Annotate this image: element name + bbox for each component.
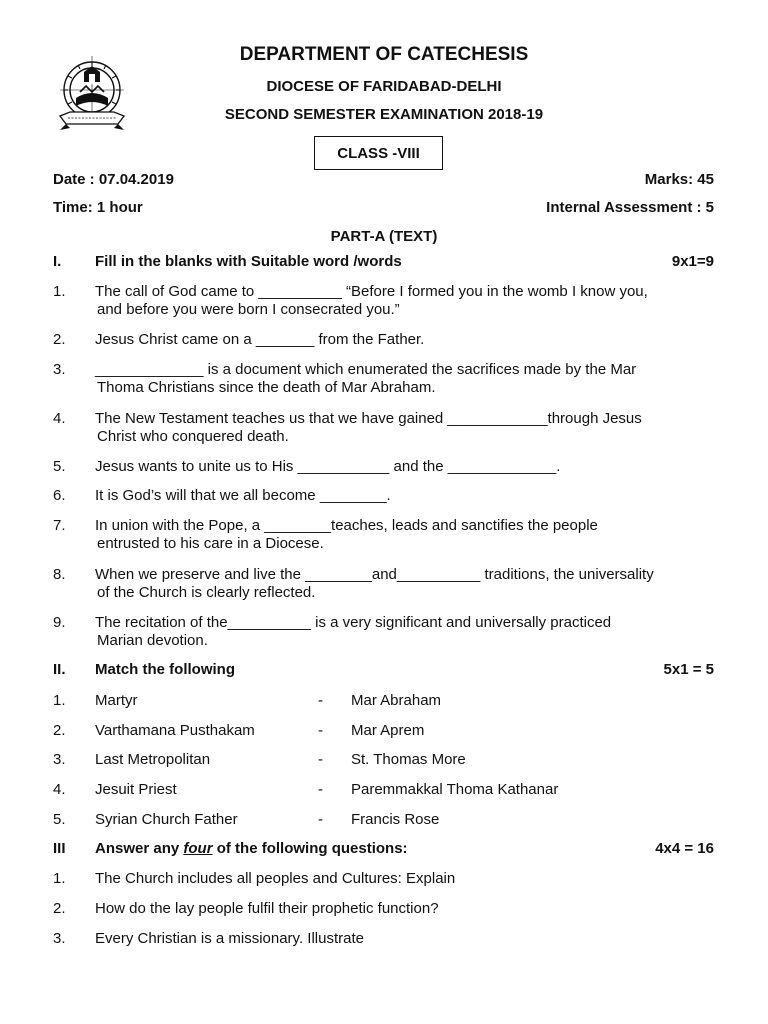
fill-blank-continuation: and before you were born I consecrated you.” bbox=[97, 301, 400, 318]
class-label: CLASS -VIII bbox=[337, 145, 420, 162]
question-text: How do the lay people fulfil their prophetic function? bbox=[95, 900, 439, 917]
fill-blank-question: The call of God came to __________ “Before I formed you in the womb I know you, bbox=[95, 283, 648, 300]
question-text: The Church includes all peoples and Cultures: Explain bbox=[95, 870, 456, 887]
fill-blank-question: Jesus wants to unite us to His ___________ and the _____________. bbox=[95, 458, 561, 475]
fill-blank-number: 6. bbox=[53, 487, 66, 504]
match-left-item: Last Metropolitan bbox=[95, 751, 211, 768]
section1-heading: Fill in the blanks with Suitable word /words bbox=[95, 253, 402, 270]
fill-blank-continuation: Marian devotion. bbox=[97, 632, 208, 649]
section2-marks: 5x1 = 5 bbox=[663, 661, 714, 678]
match-right-item: Mar Aprem bbox=[351, 722, 425, 739]
section1-roman: I. bbox=[53, 253, 62, 270]
exam-date: Date : 07.04.2019 bbox=[53, 171, 174, 188]
fill-blank-number: 8. bbox=[53, 566, 66, 583]
match-left-item: Varthamana Pusthakam bbox=[95, 722, 255, 739]
section3-marks: 4x4 = 16 bbox=[655, 840, 714, 857]
match-dash: - bbox=[318, 692, 323, 709]
fill-blank-number: 5. bbox=[53, 458, 66, 475]
fill-blank-question: When we preserve and live the ________and__________ traditions, the universality bbox=[95, 566, 654, 583]
part-heading: PART-A (TEXT) bbox=[330, 228, 438, 245]
exam-marks: Marks: 45 bbox=[644, 171, 714, 188]
exam-name: SECOND SEMESTER EXAMINATION 2018-19 bbox=[224, 106, 544, 123]
match-left-item: Martyr bbox=[95, 692, 138, 709]
document-title: DEPARTMENT OF CATECHESIS bbox=[239, 44, 529, 65]
section3-heading-pre: Answer any bbox=[95, 840, 184, 857]
fill-blank-number: 2. bbox=[53, 331, 66, 348]
fill-blank-number: 3. bbox=[53, 361, 66, 378]
match-right-item: Francis Rose bbox=[351, 811, 440, 828]
match-number: 5. bbox=[53, 811, 66, 828]
fill-blank-question: _____________ is a document which enumerated the sacrifices made by the Mar bbox=[95, 361, 637, 378]
section2-heading: Match the following bbox=[95, 661, 235, 678]
match-dash: - bbox=[318, 751, 323, 768]
fill-blank-continuation: of the Church is clearly reflected. bbox=[97, 584, 316, 601]
question-number: 3. bbox=[53, 930, 66, 947]
section1-marks: 9x1=9 bbox=[671, 253, 714, 270]
section2-roman: II. bbox=[53, 661, 66, 678]
question-text: Every Christian is a missionary. Illustrate bbox=[95, 930, 364, 947]
fill-blank-question: In union with the Pope, a ________teaches, leads and sanctifies the people bbox=[95, 517, 598, 534]
match-right-item: Mar Abraham bbox=[351, 692, 442, 709]
fill-blank-continuation: entrusted to his care in a Diocese. bbox=[97, 535, 324, 552]
section3-heading-post: of the following questions: bbox=[212, 840, 408, 857]
fill-blank-number: 9. bbox=[53, 614, 66, 631]
match-left-item: Jesuit Priest bbox=[95, 781, 177, 798]
match-number: 3. bbox=[53, 751, 66, 768]
match-dash: - bbox=[318, 722, 323, 739]
fill-blank-number: 4. bbox=[53, 410, 66, 427]
fill-blank-question: The New Testament teaches us that we have gained ____________through Jesus bbox=[95, 410, 642, 427]
match-dash: - bbox=[318, 781, 323, 798]
match-left-item: Syrian Church Father bbox=[95, 811, 238, 828]
question-number: 2. bbox=[53, 900, 66, 917]
diocese-name: DIOCESE OF FARIDABAD-DELHI bbox=[266, 78, 502, 95]
section3-roman: III bbox=[53, 840, 66, 857]
question-number: 1. bbox=[53, 870, 66, 887]
match-number: 2. bbox=[53, 722, 66, 739]
match-dash: - bbox=[318, 811, 323, 828]
fill-blank-continuation: Thoma Christians since the death of Mar Abraham. bbox=[97, 379, 436, 396]
fill-blank-question: It is God’s will that we all become ________. bbox=[95, 487, 391, 504]
fill-blank-number: 1. bbox=[53, 283, 66, 300]
fill-blank-question: Jesus Christ came on a _______ from the Father. bbox=[95, 331, 425, 348]
match-number: 4. bbox=[53, 781, 66, 798]
match-number: 1. bbox=[53, 692, 66, 709]
fill-blank-question: The recitation of the__________ is a very significant and universally practiced bbox=[95, 614, 612, 631]
exam-time: Time: 1 hour bbox=[53, 199, 143, 216]
internal-assessment: Internal Assessment : 5 bbox=[546, 199, 714, 216]
fill-blank-continuation: Christ who conquered death. bbox=[97, 428, 289, 445]
match-right-item: St. Thomas More bbox=[351, 751, 466, 768]
fill-blank-number: 7. bbox=[53, 517, 66, 534]
section3-heading bbox=[95, 840, 408, 857]
section3-heading-emphasis: four bbox=[183, 840, 213, 857]
match-right-item: Paremmakkal Thoma Kathanar bbox=[351, 781, 559, 798]
class-box bbox=[314, 136, 443, 170]
